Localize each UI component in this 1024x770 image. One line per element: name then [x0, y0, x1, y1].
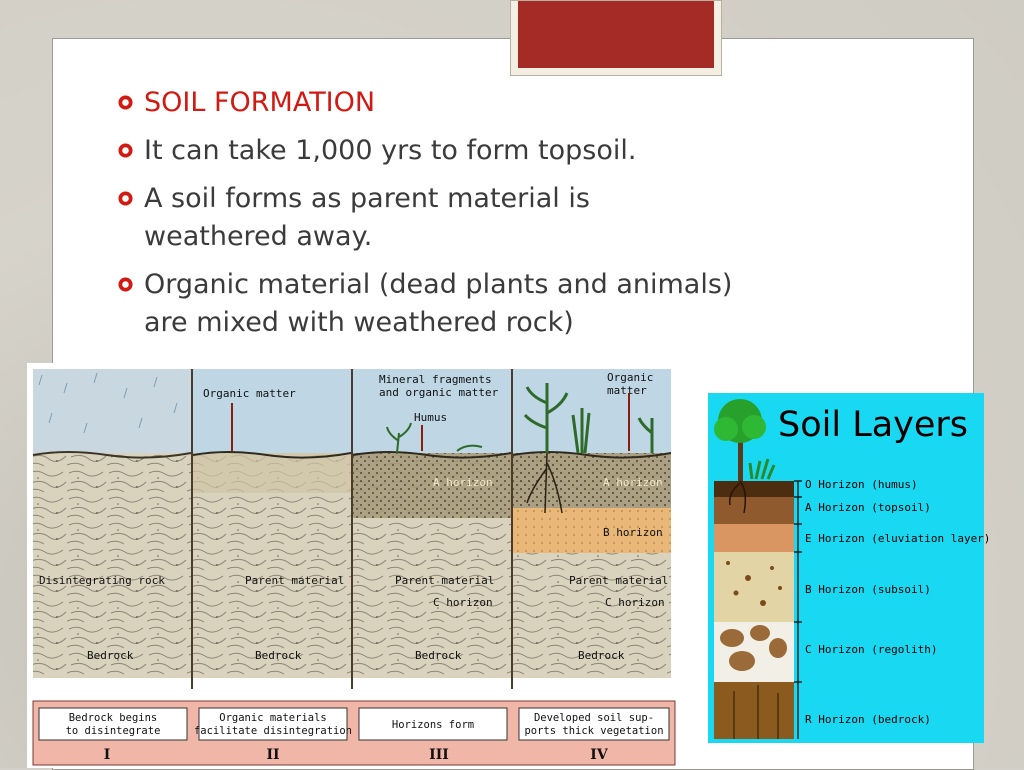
caption-line: to disintegrate [65, 725, 161, 737]
bullet-list [118, 84, 738, 352]
tree-icon [714, 399, 774, 481]
label-humus: Humus [414, 411, 448, 424]
caption-line: facilitate disintegration [193, 725, 353, 737]
stage-numeral: I [103, 747, 111, 763]
bullet-ring-icon [118, 191, 133, 206]
label-bedrock: Bedrock [578, 649, 625, 662]
layer-label-o: O Horizon (humus) [805, 478, 918, 491]
bullet-item [118, 84, 738, 122]
stage-panel-1 [33, 369, 191, 678]
caption-line: Developed soil sup- [533, 712, 655, 724]
bullet-text: SOIL FORMATION [144, 87, 376, 118]
label-mineral-fragments: Mineral fragments [379, 373, 492, 386]
label-c-horizon: C horizon [433, 596, 493, 609]
stage-numeral: II [266, 747, 280, 763]
title-accent-fill [518, 1, 714, 68]
bullet-ring-icon [118, 95, 133, 110]
stage-numeral: III [429, 747, 449, 763]
label-a-horizon: A horizon [433, 476, 493, 489]
stage-numeral: IV [590, 747, 608, 763]
label-a-horizon: A horizon [603, 476, 663, 489]
bullet-text: It can take 1,000 yrs to form topsoil. [144, 135, 637, 166]
label-c-horizon: C horizon [605, 596, 665, 609]
bullet-item [118, 180, 738, 256]
label-parent-material: Parent material [245, 574, 345, 587]
caption-line: ports thick vegetation [524, 725, 664, 737]
label-b-horizon: B horizon [603, 526, 663, 539]
label-bedrock: Bedrock [415, 649, 462, 662]
layer-label-e: E Horizon (eluviation layer) [805, 532, 991, 545]
stage-panel-2 [193, 369, 351, 678]
layer-label-b: B Horizon (subsoil) [805, 583, 931, 596]
label-matter: matter [607, 384, 647, 397]
label-bedrock: Bedrock [255, 649, 302, 662]
bullet-text: Organic material (dead plants and animals) are mixed with weathered rock) [144, 269, 733, 338]
soil-layers-figure [708, 393, 991, 743]
soil-formation-figure [27, 363, 677, 768]
label-parent-material: Parent material [395, 574, 495, 587]
stage-panel-4 [513, 369, 671, 678]
soil-column [714, 481, 794, 739]
layer-bracket [794, 481, 802, 739]
label-bedrock: Bedrock [87, 649, 134, 662]
label-organic: Organic [607, 371, 654, 384]
label-disintegrating-rock: Disintegrating rock [39, 574, 165, 587]
bullet-text: A soil forms as parent material is weathered away. [144, 183, 590, 252]
label-organic-matter: Organic matter [203, 387, 296, 400]
layer-label-r: R Horizon (bedrock) [805, 713, 931, 726]
bullet-ring-icon [118, 143, 133, 158]
bullet-item [118, 132, 738, 170]
layer-label-c: C Horizon (regolith) [805, 643, 938, 656]
soil-layers-illustration [708, 393, 984, 743]
caption-line: Bedrock begins [68, 712, 158, 724]
caption-line: Horizons form [391, 719, 475, 731]
bullet-ring-icon [118, 277, 133, 292]
layer-label-a: A Horizon (topsoil) [805, 501, 931, 514]
soil-layers-title: Soil Layers [778, 405, 969, 445]
caption-line: Organic materials [219, 712, 327, 724]
soil-formation-illustration [27, 363, 677, 768]
stage-caption-band [33, 701, 675, 765]
label-and-organic-matter: and organic matter [379, 386, 499, 399]
title-accent-box [510, 0, 722, 76]
bullet-item [118, 266, 738, 342]
label-parent-material: Parent material [569, 574, 669, 587]
